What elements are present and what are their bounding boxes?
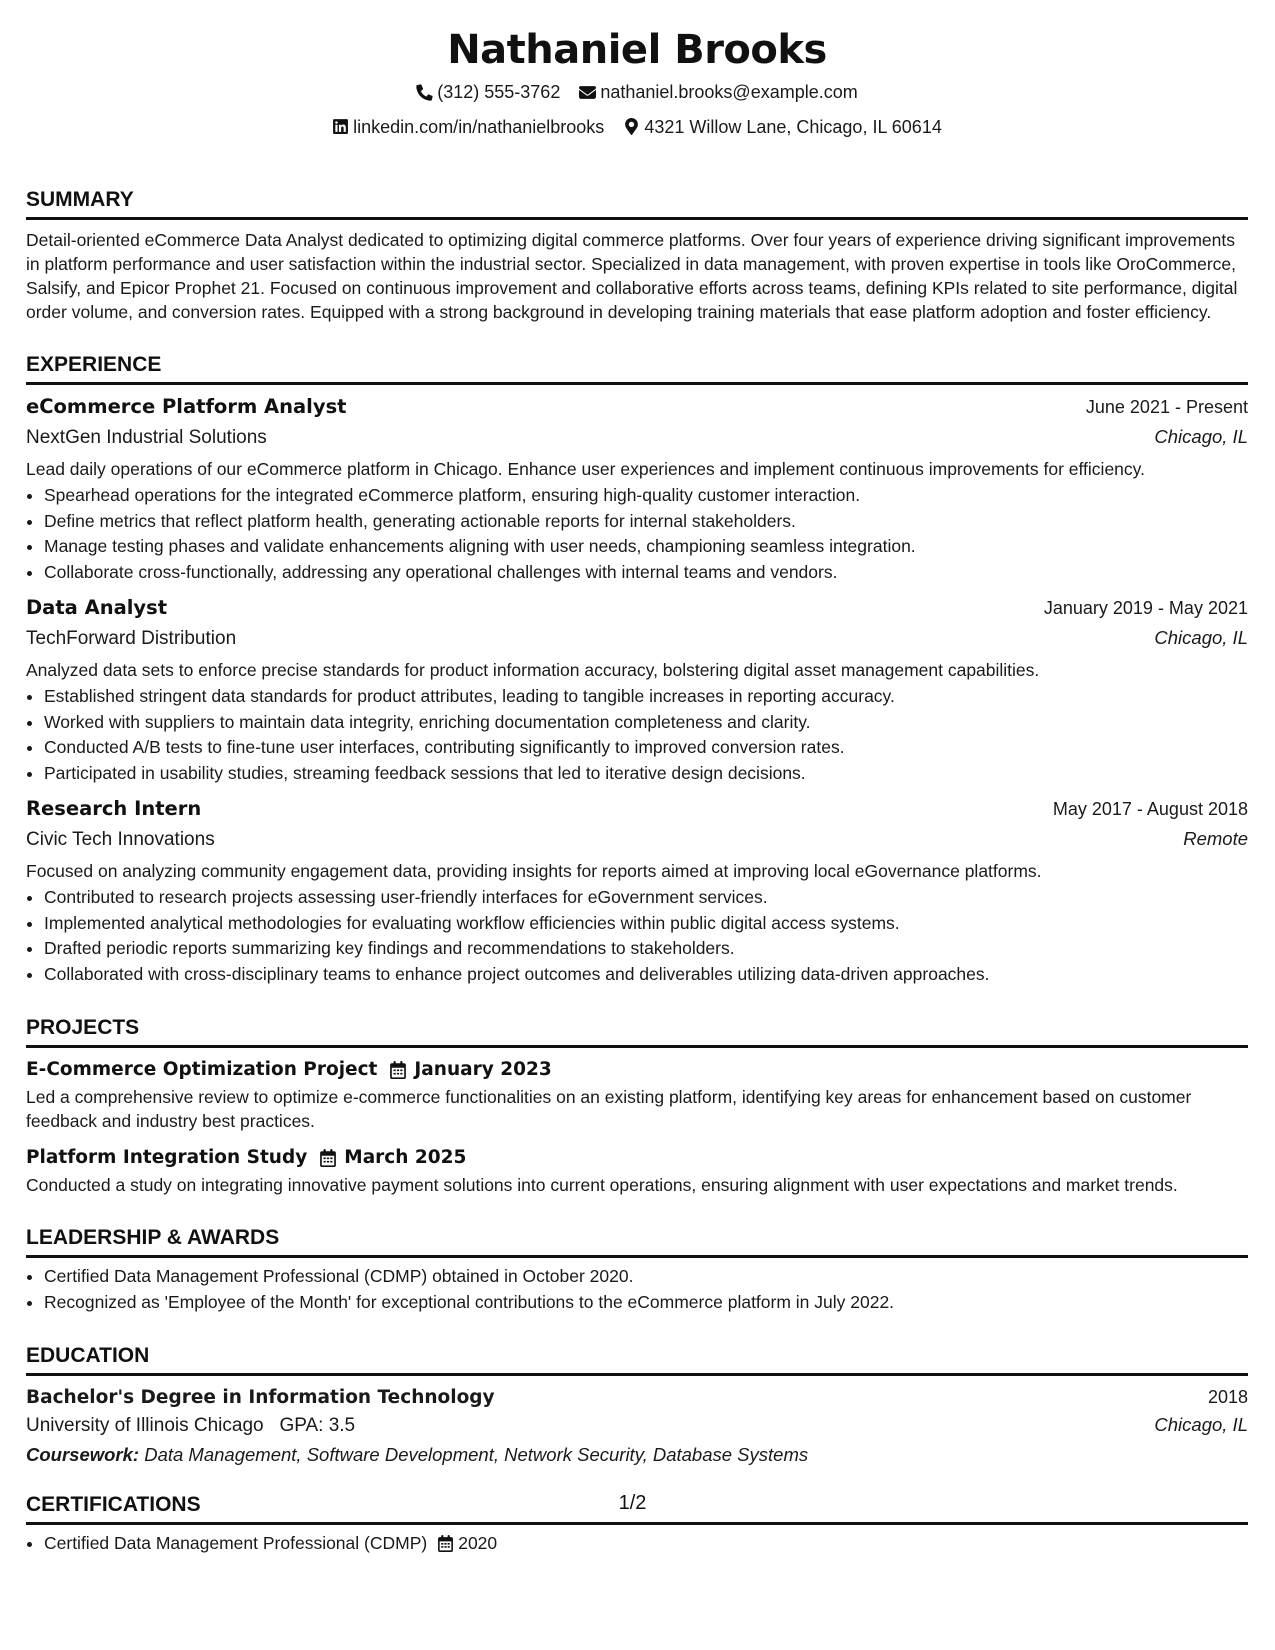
job-entry xyxy=(26,595,1248,786)
list-item: • Implemented analytical methodologies for evaluating workflow efficiencies within public digital access systems. xyxy=(44,911,1248,937)
job-location: Chicago, IL xyxy=(1154,426,1248,447)
certifications-list xyxy=(26,1531,1248,1557)
section-title-leadership: LEADERSHIP & AWARDS xyxy=(26,1225,1248,1258)
street-address: 4321 Willow Lane, Chicago, IL 60614 xyxy=(644,116,942,137)
list-item xyxy=(44,1531,1248,1557)
phone-icon xyxy=(416,84,433,101)
project-name: Platform Integration Study xyxy=(26,1147,308,1168)
list-item: • Recognized as 'Employee of the Month' for exceptional contributions to the eCommerce platform in July 2022. xyxy=(44,1290,1248,1316)
list-item: • Conducted A/B tests to fine-tune user interfaces, contributing significantly to improved conversion rates. xyxy=(44,735,1248,761)
list-item: • Collaborated with cross-disciplinary teams to enhance project outcomes and deliverables utilizing data-driven approaches. xyxy=(44,962,1248,988)
list-item: • Worked with suppliers to maintain data integrity, enriching documentation completeness and clarity. xyxy=(44,710,1248,736)
job-company: TechForward Distribution xyxy=(26,628,237,649)
list-item: • Define metrics that reflect platform health, generating actionable reports for internal stakeholders. xyxy=(44,509,1248,535)
list-item: • Participated in usability studies, streaming feedback sessions that led to iterative design decisions. xyxy=(44,761,1248,787)
contact-phone xyxy=(416,80,560,104)
job-dates: June 2021 - Present xyxy=(1085,397,1248,417)
contact-email[interactable] xyxy=(579,80,857,104)
contact-line-secondary xyxy=(26,115,1248,142)
map-pin-icon xyxy=(623,118,640,135)
email-address: nathaniel.brooks@example.com xyxy=(600,82,858,102)
candidate-name: Nathaniel Brooks xyxy=(447,27,827,73)
project-date: March 2025 xyxy=(344,1147,467,1168)
project-name: E-Commerce Optimization Project xyxy=(26,1059,378,1080)
job-dates: May 2017 - August 2018 xyxy=(1052,799,1248,819)
education-year: 2018 xyxy=(1207,1387,1248,1407)
education-gpa: GPA: 3.5 xyxy=(279,1415,356,1436)
coursework-list: Data Management, Software Development, Network Security, Database Systems xyxy=(144,1444,809,1465)
page-number: 1/2 xyxy=(618,1492,647,1514)
coursework-label: Coursework: xyxy=(26,1444,140,1465)
job-bullets xyxy=(26,684,1248,786)
calendar-icon xyxy=(389,1061,407,1079)
job-title: eCommerce Platform Analyst xyxy=(26,395,347,418)
leadership-list xyxy=(26,1264,1248,1315)
job-bullets xyxy=(26,885,1248,987)
summary-text: Detail-oriented eCommerce Data Analyst dedicated to optimizing digital commerce platforms. Over four years of experience driving significant improvements in platform performance and user satisfaction within the industrial sector. Specialized in data management, with proven expertise in tools like OroCommerce, Salsify, and Epicor Prophet 21. Focused on continuous improvement and collaborative efforts across teams, defining KPIs related to site performance, digital order volume, and conversion rates. Equipped with a strong background in developing training materials that ease platform adoption and foster efficiency. xyxy=(26,230,1238,322)
phone-number: (312) 555-3762 xyxy=(437,82,561,102)
education-location: Chicago, IL xyxy=(1154,1414,1248,1435)
job-description: Analyzed data sets to enforce precise standards for product information accuracy, bolstering digital asset management capabilities. xyxy=(26,660,1040,680)
job-title: Research Intern xyxy=(26,797,202,820)
list-item: • Drafted periodic reports summarizing key findings and recommendations to stakeholders. xyxy=(44,936,1248,962)
resume-page xyxy=(26,0,1248,1557)
linkedin-url: linkedin.com/in/nathanielbrooks xyxy=(353,116,605,137)
job-description: Lead daily operations of our eCommerce platform in Chicago. Enhance user experiences and implement continuous improvements for efficiency. xyxy=(26,459,1145,479)
list-item: • Collaborate cross-functionally, addressing any operational challenges with internal teams and vendors. xyxy=(44,560,1248,586)
contact-address xyxy=(623,115,942,139)
job-location: Remote xyxy=(1183,828,1248,849)
job-company: NextGen Industrial Solutions xyxy=(26,427,267,448)
job-dates: January 2019 - May 2021 xyxy=(1043,598,1248,618)
education-school: University of Illinois Chicago xyxy=(26,1415,264,1436)
job-entry xyxy=(26,796,1248,987)
list-item: • Certified Data Management Professional (CDMP) obtained in October 2020. xyxy=(44,1264,1248,1290)
certification-name: • Certified Data Management Professional (CDMP) xyxy=(44,1533,428,1553)
list-item: • Contributed to research projects assessing user-friendly interfaces for eGovernment services. xyxy=(44,885,1248,911)
education-coursework xyxy=(26,1442,1248,1468)
project-entry xyxy=(26,1145,1248,1197)
job-location: Chicago, IL xyxy=(1154,627,1248,648)
education-degree: Bachelor's Degree in Information Technology xyxy=(26,1387,495,1408)
calendar-icon xyxy=(437,1535,454,1552)
contact-line-primary xyxy=(26,80,1248,107)
job-entry xyxy=(26,394,1248,585)
section-title-education: EDUCATION xyxy=(26,1343,1248,1376)
envelope-icon xyxy=(579,84,596,101)
project-date: January 2023 xyxy=(414,1059,552,1080)
job-company: Civic Tech Innovations xyxy=(26,829,215,850)
project-description: Led a comprehensive review to optimize e-commerce functionalities on an existing platform, identifying key areas for enhancement based on customer feedback and industry best practices. xyxy=(26,1087,1192,1131)
calendar-icon xyxy=(319,1149,337,1167)
list-item: • Spearhead operations for the integrated eCommerce platform, ensuring high-quality customer interaction. xyxy=(44,483,1248,509)
section-title-projects: PROJECTS xyxy=(26,1015,1248,1048)
section-title-experience: EXPERIENCE xyxy=(26,352,1248,385)
section-title-certifications: CERTIFICATIONS xyxy=(26,1492,1248,1525)
certification-year: 2020 xyxy=(458,1533,498,1553)
job-description: Focused on analyzing community engagement data, providing insights for reports aimed at improving local eGovernance platforms. xyxy=(26,861,1042,881)
job-bullets xyxy=(26,483,1248,585)
linkedin-icon xyxy=(332,118,349,135)
job-title: Data Analyst xyxy=(26,596,168,619)
list-item: • Established stringent data standards for product attributes, leading to tangible increases in reporting accuracy. xyxy=(44,684,1248,710)
project-entry xyxy=(26,1057,1248,1133)
contact-linkedin[interactable] xyxy=(332,115,604,139)
section-title-summary: SUMMARY xyxy=(26,187,1248,220)
project-description: Conducted a study on integrating innovative payment solutions into current operations, ensuring alignment with user expectations and market trends. xyxy=(26,1175,1178,1195)
list-item: • Manage testing phases and validate enhancements aligning with user needs, championing seamless integration. xyxy=(44,534,1248,560)
